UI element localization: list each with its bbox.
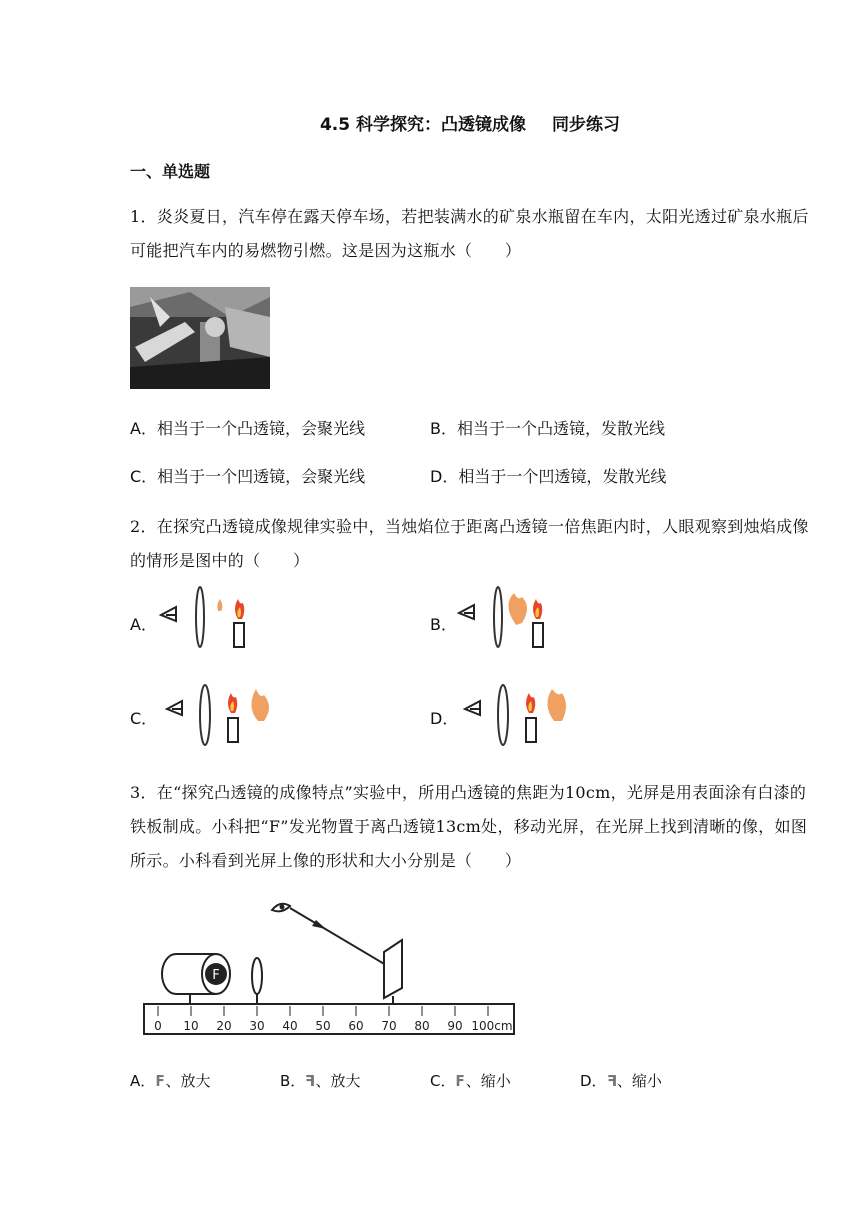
candle-icon (228, 718, 238, 742)
tick-label: 70 (381, 1019, 397, 1033)
source-label: F (212, 968, 220, 983)
large-image-flame (508, 593, 527, 625)
q1-option-d[interactable]: D．相当于一个凹透镜，发散光线 (430, 467, 667, 486)
q3-option-b[interactable] (280, 1070, 361, 1091)
q3-option-d[interactable] (580, 1070, 662, 1091)
tick-label: 90 (447, 1019, 463, 1033)
q2-option-d[interactable]: D． (430, 709, 459, 728)
question-2-stem: 2．在探究凸透镜成像规律实验中，当烛焰位于距离凸透镜一倍焦距内时，人眼观察到烛焰成像的情形是图中的（ ） (130, 517, 809, 570)
image-glyph: F (305, 1072, 316, 1090)
option-text: 、缩小 (465, 1072, 511, 1090)
image-glyph: F (155, 1072, 166, 1090)
tick-label: 40 (282, 1019, 298, 1033)
candle-icon (234, 623, 244, 647)
tick-label: 60 (348, 1019, 364, 1033)
lens-icon (196, 587, 204, 647)
eye-icon (465, 701, 480, 715)
section-heading: 一、单选题 (130, 162, 211, 181)
lens-icon (494, 587, 502, 647)
option-letter: A． (130, 1072, 156, 1090)
q2-figure-b (456, 585, 556, 653)
q2-option-b[interactable]: B． (430, 615, 457, 634)
option-letter: C． (430, 1072, 456, 1090)
light-screen (384, 940, 402, 998)
small-image-flame (217, 599, 222, 611)
tick-label: 0 (154, 1019, 162, 1033)
tick-label: 10 (183, 1019, 199, 1033)
q2-figure-a (158, 585, 258, 653)
eye-icon (167, 701, 182, 715)
title-sub: 同步练习 (552, 115, 621, 135)
large-image-flame (547, 689, 566, 721)
eye-icon (459, 605, 474, 619)
page-title (0, 110, 860, 135)
option-text: 、缩小 (616, 1072, 662, 1090)
tick-label: 20 (216, 1019, 232, 1033)
option-letter: B． (280, 1072, 306, 1090)
q1-option-a[interactable]: A．相当于一个凸透镜，会聚光线 (130, 419, 365, 438)
q1-option-b[interactable]: B．相当于一个凸透镜，发散光线 (430, 419, 665, 438)
option-text: 、放大 (165, 1072, 211, 1090)
q3-option-c[interactable] (430, 1070, 511, 1091)
title-main: 4.5 科学探究：凸透镜成像 (319, 115, 527, 135)
q3-option-a[interactable] (130, 1070, 211, 1091)
large-image-flame (251, 689, 269, 721)
q2-option-a[interactable]: A． (130, 615, 157, 634)
image-glyph: F (455, 1072, 466, 1090)
tick-label: 30 (249, 1019, 265, 1033)
q1-option-c[interactable]: C．相当于一个凹透镜，会聚光线 (130, 467, 366, 486)
lens-icon (498, 685, 508, 745)
q2-option-c[interactable]: C． (130, 709, 158, 728)
option-text: 、放大 (315, 1072, 361, 1090)
lens-icon (252, 958, 262, 994)
eye-icon (161, 607, 176, 621)
tick-label: 100cm (471, 1019, 513, 1033)
candle-icon (526, 718, 536, 742)
question-3-stem: 3．在“探究凸透镜的成像特点”实验中，所用凸透镜的焦距为10cm，光屏是用表面涂有白漆的铁板制成。小科把“F”发光物置于离凸透镜13cm处，移动光屏，在光屏上找到清晰的像，如图所示。小科看到光屏上像的形状和大小分别是（ ） (130, 783, 808, 870)
q2-figure-d (462, 681, 582, 749)
tick-label: 50 (315, 1019, 331, 1033)
image-glyph: F (606, 1072, 617, 1090)
car-interior-photo (130, 287, 270, 389)
candle-icon (533, 623, 543, 647)
sight-line (290, 908, 386, 965)
option-letter: D． (580, 1072, 607, 1090)
question-1-stem: 1．炎炎夏日，汽车停在露天停车场，若把装满水的矿泉水瓶留在车内，太阳光透过矿泉水瓶后可能把汽车内的易燃物引燃。这是因为这瓶水（ ） (130, 207, 809, 260)
q2-figure-c (164, 681, 284, 749)
q3-optical-bench-figure (140, 892, 520, 1042)
tick-label: 80 (414, 1019, 430, 1033)
lens-icon (200, 685, 210, 745)
